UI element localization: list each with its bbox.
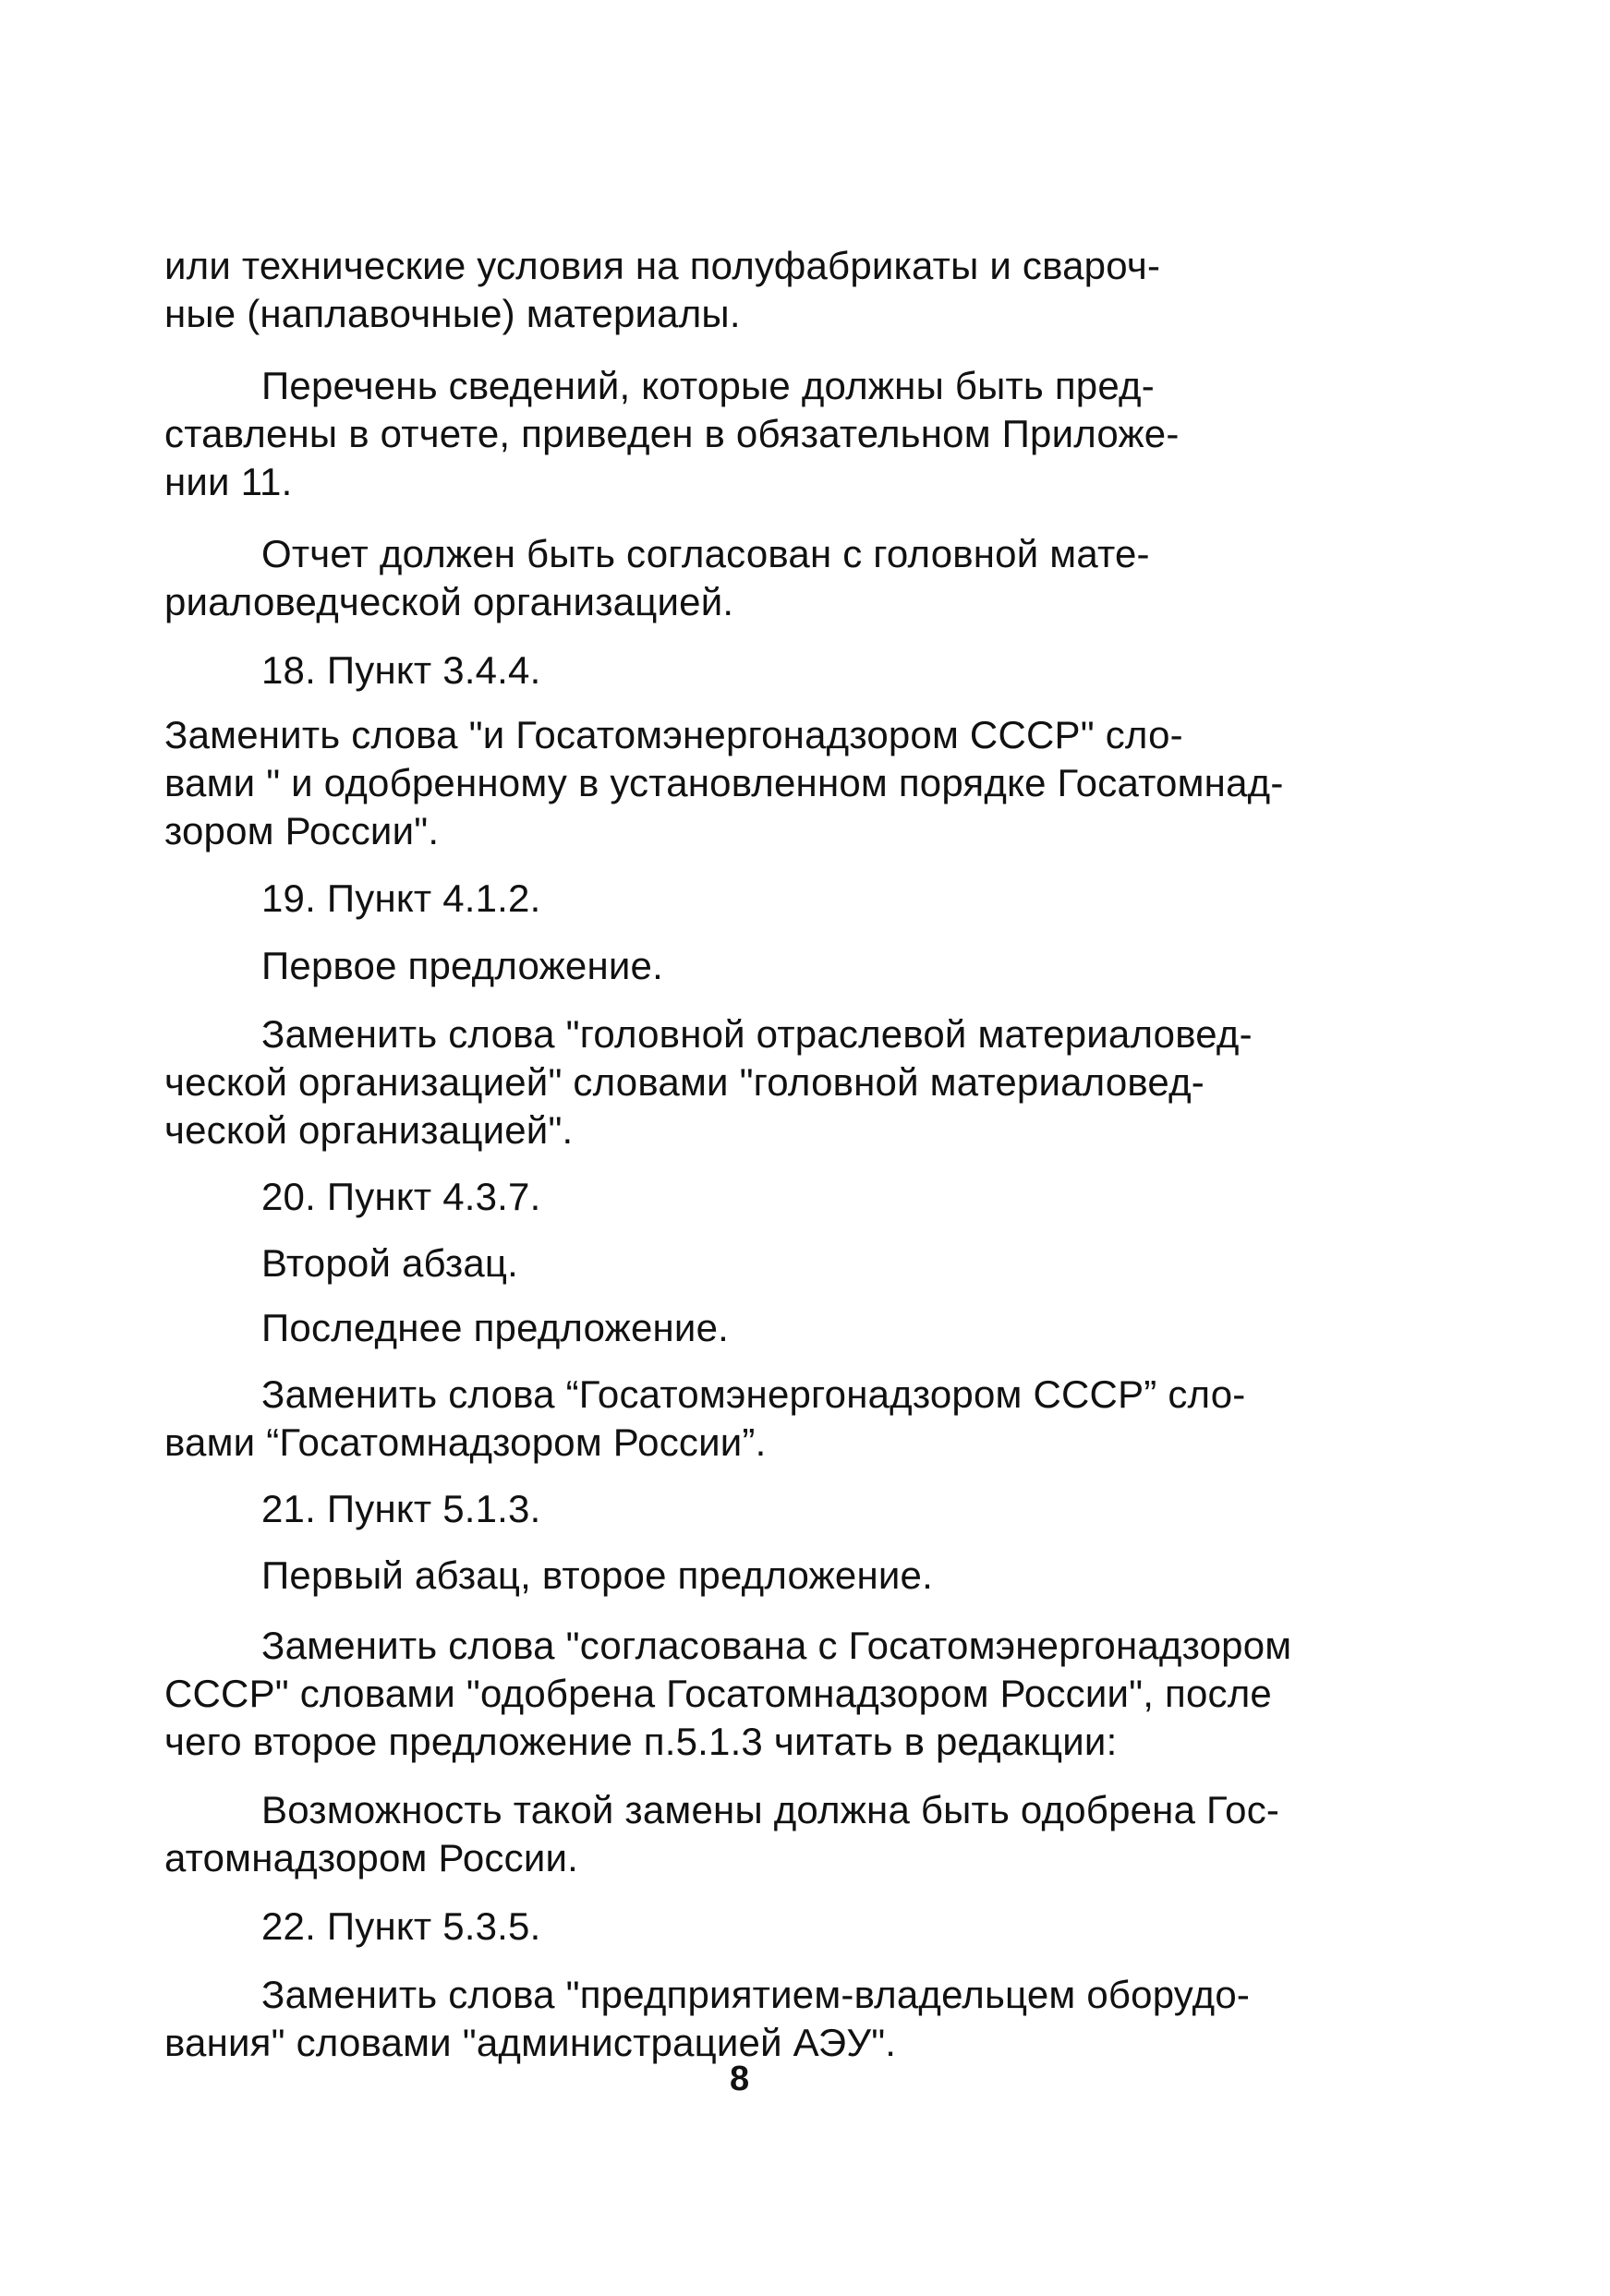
text-line: риаловедческой организацией.	[164, 580, 734, 623]
section-heading-20: 20. Пункт 4.3.7.	[261, 1175, 541, 1218]
text-line: ставлены в отчете, приведен в обязательном Приложе-	[164, 412, 1180, 455]
section-heading-18: 18. Пункт 3.4.4.	[261, 648, 541, 692]
text-line: вами “Госатомнадзором России”.	[164, 1420, 767, 1464]
text-line: вами " и одобренному в установленном порядке Госатомнад-	[164, 761, 1284, 804]
text-line: атомнадзором России.	[164, 1836, 579, 1879]
text-line: Заменить слова "согласована с Госатомэнергонадзором	[261, 1624, 1292, 1667]
section-heading-21: 21. Пункт 5.1.3.	[261, 1487, 541, 1530]
text-line: ные (наплавочные) материалы.	[164, 292, 741, 335]
text-line: Заменить слова “Госатомэнергонадзором СССР” сло-	[261, 1372, 1246, 1416]
text-line	[164, 242, 1338, 290]
text-line: Заменить слова "и Госатомэнергонадзором СССР" сло-	[164, 713, 1183, 756]
text-line: Заменить слова "головной отраслевой материаловед-	[261, 1012, 1253, 1056]
text-line: Отчет должен быть согласован с головной мате-	[261, 532, 1150, 575]
text-line: чего второе предложение п.5.1.3 читать в редакции:	[164, 1720, 1118, 1763]
text-line: ческой организацией" словами "головной материаловед-	[164, 1060, 1204, 1104]
text-line: зором России".	[164, 809, 440, 852]
text-line: Второй абзац.	[261, 1241, 519, 1285]
text-line-content: или технические условия на полуфабрикаты и свароч-	[164, 244, 1161, 287]
page-number: 8	[730, 2060, 750, 2098]
text-line: Последнее предложение.	[261, 1306, 730, 1349]
text-line: Первое предложение.	[261, 944, 663, 987]
section-heading-19: 19. Пункт 4.1.2.	[261, 876, 541, 920]
section-heading-22: 22. Пункт 5.3.5.	[261, 1904, 541, 1948]
text-line: Заменить слова "предприятием-владельцем оборудо-	[261, 1973, 1251, 2016]
text-line: нии 11.	[164, 460, 293, 503]
text-line: Перечень сведений, которые должны быть пред-	[261, 364, 1155, 407]
text-line: Первый абзац, второе предложение.	[261, 1553, 933, 1597]
text-line: вания" словами "администрацией АЭУ".	[164, 2021, 897, 2064]
text-line: Возможность такой замены должна быть одобрена Гос-	[261, 1788, 1280, 1831]
text-line: ческой организацией".	[164, 1108, 574, 1152]
text-line: СССР" словами "одобрена Госатомнадзором России", после	[164, 1672, 1272, 1715]
